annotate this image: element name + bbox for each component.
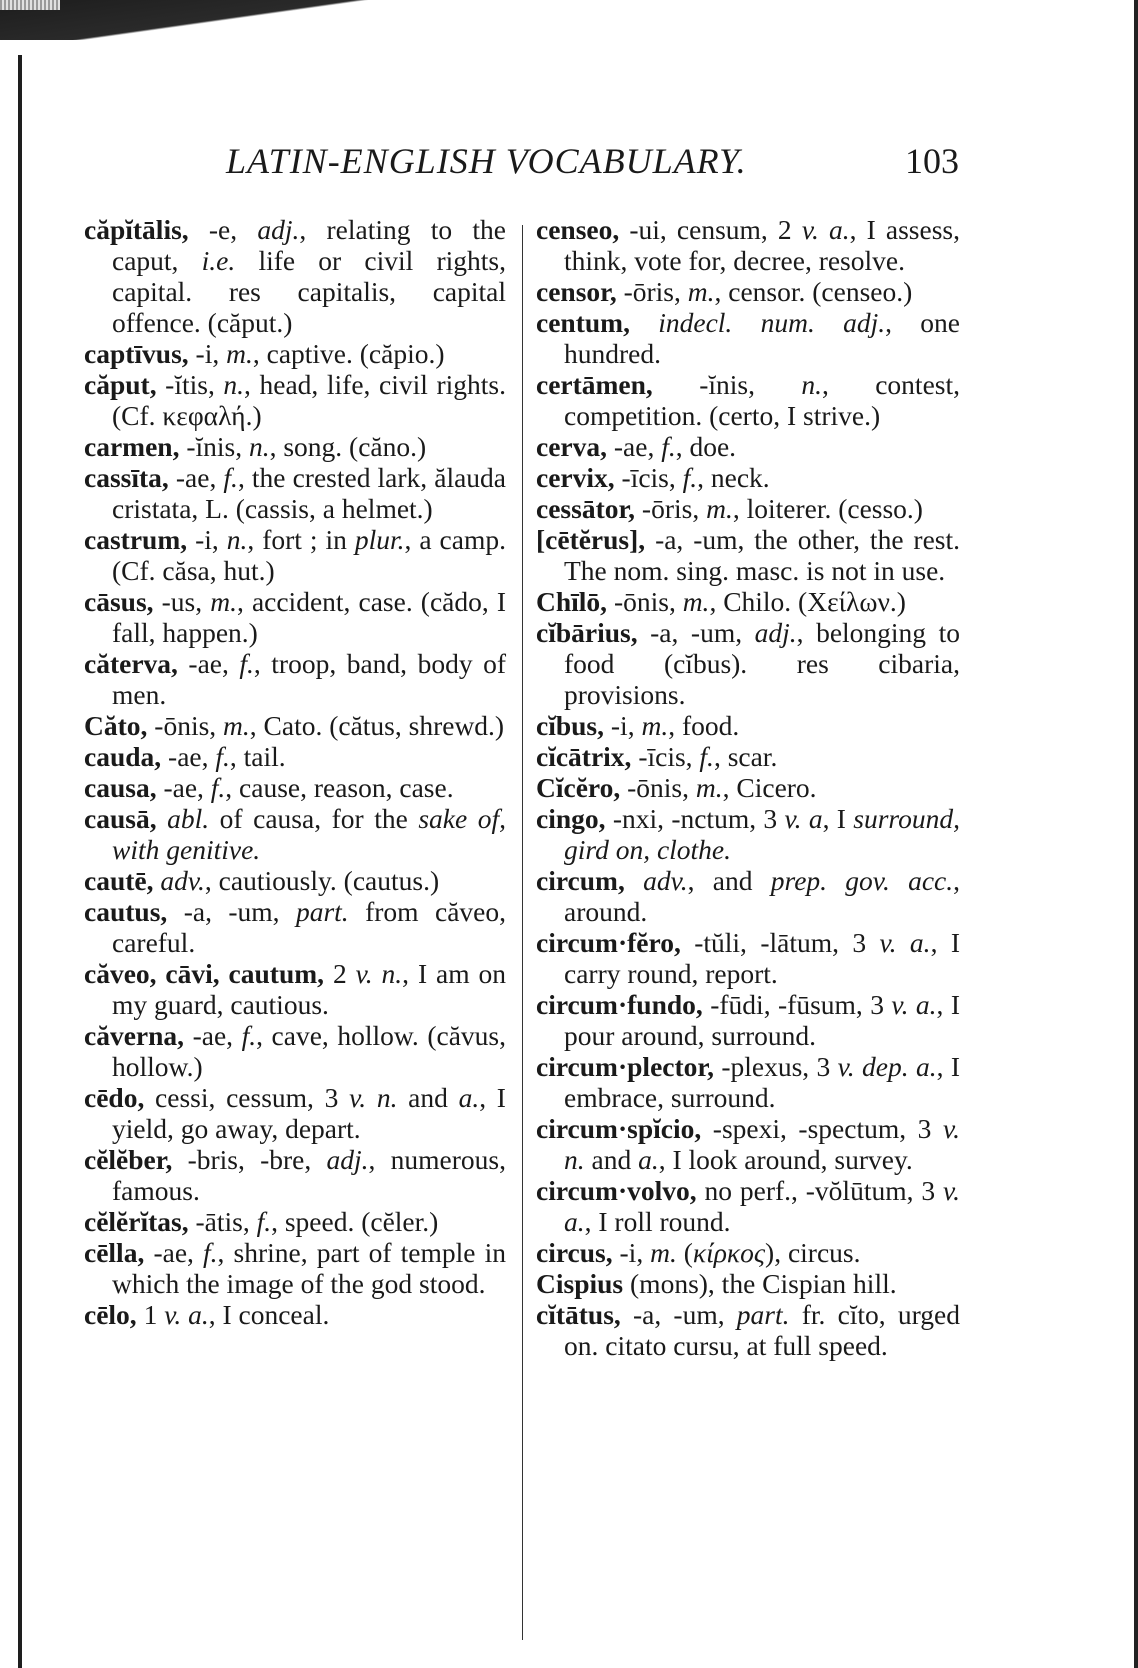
entry-abbreviation: a. bbox=[638, 1144, 659, 1175]
entry-definition-text: -ae, bbox=[607, 431, 662, 462]
entry-headword: circum·plector, bbox=[536, 1051, 714, 1082]
dictionary-entry bbox=[84, 772, 506, 803]
entry-definition-text: -ōnis, bbox=[620, 772, 696, 803]
column-rule bbox=[522, 225, 523, 1640]
dictionary-entry bbox=[84, 741, 506, 772]
entry-definition-text: , food. bbox=[668, 710, 740, 741]
dictionary-entry bbox=[84, 958, 506, 1020]
entry-definition-text: -ōris, bbox=[616, 276, 688, 307]
entry-abbreviation: indecl. num. adj. bbox=[658, 307, 886, 338]
entry-headword: Cĭcĕro, bbox=[536, 772, 621, 803]
entry-abbreviation: adv. bbox=[160, 865, 205, 896]
entry-abbreviation: v. a. bbox=[891, 989, 937, 1020]
entry-definition-text: -tŭli, -lātum, 3 bbox=[680, 927, 880, 958]
dictionary-entry bbox=[84, 586, 506, 648]
entry-headword: cautus, bbox=[84, 896, 168, 927]
entry-definition-text: , I am on my guard, cautious. bbox=[112, 958, 506, 1020]
entry-headword: certāmen, bbox=[536, 369, 653, 400]
entry-abbreviation: f. bbox=[661, 431, 676, 462]
dictionary-entry bbox=[84, 803, 506, 865]
entry-definition-text: , I bbox=[822, 803, 854, 834]
entry-abbreviation: v. a. bbox=[879, 927, 931, 958]
entry-definition-text: , numerous, famous. bbox=[112, 1144, 506, 1206]
entry-abbreviation: m. bbox=[706, 493, 733, 524]
entry-definition-text: -i, bbox=[604, 710, 642, 741]
entry-definition-text: , I pour around, surround. bbox=[564, 989, 960, 1051]
entry-headword: căput, bbox=[84, 369, 157, 400]
entry-definition-text: , doe. bbox=[675, 431, 737, 462]
entry-headword: cervix, bbox=[536, 462, 615, 493]
entry-abbreviation: m. bbox=[223, 710, 250, 741]
dictionary-entry bbox=[536, 865, 960, 927]
entry-abbreviation: abl. bbox=[167, 803, 210, 834]
entry-definition-text: , song. (căno.) bbox=[269, 431, 427, 462]
entry-definition-text: , troop, band, body of men. bbox=[112, 648, 506, 710]
dictionary-entry bbox=[84, 1237, 506, 1299]
dictionary-entry bbox=[536, 989, 960, 1051]
entry-definition-text: , a camp. (Cf. căsa, hut.) bbox=[112, 524, 506, 586]
entry-definition-text: , belonging to food (cĭbus). res cibaria, provisions. bbox=[564, 617, 960, 710]
left-column bbox=[84, 214, 506, 1330]
entry-definition-text: , I carry round, report. bbox=[564, 927, 960, 989]
entry-headword: căveo, cāvi, cautum, bbox=[84, 958, 325, 989]
entry-headword: cĭcātrix, bbox=[536, 741, 632, 772]
entry-headword: causa, bbox=[84, 772, 157, 803]
entry-definition-text: -ae, bbox=[168, 462, 224, 493]
entry-definition-text: , scar. bbox=[713, 741, 778, 772]
entry-definition-text: from căveo, careful. bbox=[112, 896, 506, 958]
entry-headword: carmen, bbox=[84, 431, 180, 462]
entry-definition-text: ( bbox=[676, 1237, 693, 1268]
dictionary-entry bbox=[536, 369, 960, 431]
entry-headword: căterva, bbox=[84, 648, 178, 679]
entry-definition-text: -īcis, bbox=[631, 741, 700, 772]
entry-definition-text: -a, -um, bbox=[620, 1299, 737, 1330]
entry-headword: centum, bbox=[536, 307, 630, 338]
entry-definition-text: -plexus, 3 bbox=[713, 1051, 838, 1082]
entry-definition-text: -bris, -bre, bbox=[172, 1144, 327, 1175]
entry-definition-text: -ĭnis, bbox=[179, 431, 249, 462]
entry-abbreviation: prep. gov. acc. bbox=[770, 865, 954, 896]
entry-abbreviation: adj. bbox=[754, 617, 797, 648]
entry-definition-text: , Chilo. (Χείλων.) bbox=[709, 586, 906, 617]
dictionary-entry bbox=[84, 865, 506, 896]
entry-definition-text: -a, -um, bbox=[637, 617, 755, 648]
dictionary-entry bbox=[536, 493, 960, 524]
entry-definition-text: , fort ; in bbox=[247, 524, 355, 555]
dictionary-entry bbox=[536, 214, 960, 276]
entry-abbreviation: f. bbox=[699, 741, 714, 772]
entry-headword: censeo, bbox=[536, 214, 620, 245]
entry-definition-text: -ōnis, bbox=[607, 586, 683, 617]
entry-abbreviation: m. bbox=[210, 586, 237, 617]
entry-headword: cĭbus, bbox=[536, 710, 605, 741]
dictionary-entry bbox=[84, 1206, 506, 1237]
entry-headword: cēdo, bbox=[84, 1082, 145, 1113]
entry-definition-text: , shrine, part of temple in which the image of the god stood. bbox=[112, 1237, 507, 1299]
entry-abbreviation: adv. bbox=[643, 865, 688, 896]
entry-headword: circum·fundo, bbox=[536, 989, 703, 1020]
entry-headword: cauda, bbox=[84, 741, 162, 772]
entry-definition-text: -ōris, bbox=[635, 493, 707, 524]
entry-definition-text: -i, bbox=[188, 338, 227, 369]
entry-definition-text: , contest, competition. (certo, I strive.) bbox=[564, 369, 960, 431]
entry-abbreviation: n. bbox=[226, 524, 248, 555]
dictionary-entry bbox=[536, 1299, 960, 1361]
entry-abbreviation: v. n. bbox=[355, 958, 403, 989]
entry-definition-text: , tail. bbox=[229, 741, 286, 772]
entry-definition-text: -ae, bbox=[161, 741, 216, 772]
scan-corner-artifact bbox=[0, 0, 60, 10]
entry-definition-text: -ae, bbox=[144, 1237, 204, 1268]
entry-abbreviation: f. bbox=[239, 648, 254, 679]
entry-headword: cingo, bbox=[536, 803, 606, 834]
entry-abbreviation: v. a. bbox=[164, 1299, 209, 1330]
dictionary-entry bbox=[536, 617, 960, 710]
entry-definition-text: , head, life, civil rights. (Cf. κεφαλή.) bbox=[112, 369, 506, 431]
entry-definition-text: life or civil rights, capital. res capitalis, capital offence. (căput.) bbox=[112, 245, 506, 338]
entry-definition-text: , relating to the caput, bbox=[112, 214, 506, 276]
entry-abbreviation: n. bbox=[248, 431, 270, 462]
entry-definition-text: -ĭtis, bbox=[156, 369, 224, 400]
entry-definition-text: -i, bbox=[187, 524, 227, 555]
entry-abbreviation: surround, gird on, clothe. bbox=[564, 803, 960, 865]
entry-abbreviation: i.e. bbox=[201, 245, 236, 276]
entry-abbreviation: part. bbox=[736, 1299, 790, 1330]
entry-abbreviation: n. bbox=[223, 369, 245, 400]
entry-abbreviation: f. bbox=[210, 772, 226, 803]
dictionary-entry bbox=[536, 276, 960, 307]
entry-definition-text: -ui, censum, 2 bbox=[619, 214, 802, 245]
entry-definition-text: , I yield, go away, depart. bbox=[112, 1082, 506, 1144]
dictionary-entry bbox=[84, 431, 506, 462]
entry-definition-text: and bbox=[397, 1082, 459, 1113]
entry-headword: circus, bbox=[536, 1237, 613, 1268]
entry-definition-text: , cause, reason, case. bbox=[225, 772, 454, 803]
entry-abbreviation: m. bbox=[226, 338, 253, 369]
entry-abbreviation: f. bbox=[203, 1237, 218, 1268]
entry-definition-text: , loiterer. (cesso.) bbox=[732, 493, 923, 524]
entry-headword: cāsus, bbox=[84, 586, 154, 617]
entry-definition-text: -e, bbox=[188, 214, 258, 245]
entry-abbreviation: v. dep. a. bbox=[837, 1051, 937, 1082]
entry-definition-text: 2 bbox=[324, 958, 356, 989]
entry-definition-text bbox=[625, 865, 643, 896]
entry-abbreviation: f. bbox=[223, 462, 238, 493]
entry-abbreviation: f. bbox=[215, 741, 230, 772]
dictionary-entry bbox=[536, 927, 960, 989]
entry-definition-text: , I assess, think, vote for, decree, resolve. bbox=[564, 214, 960, 276]
entry-definition-text: -us, bbox=[153, 586, 211, 617]
dictionary-entry bbox=[84, 896, 506, 958]
entry-headword: căverna, bbox=[84, 1020, 185, 1051]
scan-edge-right bbox=[1134, 0, 1138, 1668]
entry-abbreviation: m. bbox=[650, 1237, 677, 1268]
entry-headword: castrum, bbox=[84, 524, 188, 555]
entry-definition-text: -īcis, bbox=[614, 462, 683, 493]
entry-abbreviation: f. bbox=[241, 1020, 257, 1051]
entry-headword: cēlo, bbox=[84, 1299, 137, 1330]
entry-headword: cassīta, bbox=[84, 462, 169, 493]
dictionary-entry bbox=[536, 524, 960, 586]
entry-headword: Cispius bbox=[536, 1268, 624, 1299]
dictionary-entry bbox=[536, 1113, 960, 1175]
entry-definition-text: 1 bbox=[136, 1299, 165, 1330]
entry-definition-text: , Cato. (cătus, shrewd.) bbox=[249, 710, 505, 741]
dictionary-entry bbox=[84, 1020, 506, 1082]
entry-definition-text: , I look around, survey. bbox=[658, 1144, 913, 1175]
entry-abbreviation: κίρκος bbox=[692, 1237, 766, 1268]
dictionary-entry bbox=[84, 214, 506, 338]
dictionary-entry bbox=[84, 369, 506, 431]
page-number: 103 bbox=[905, 141, 959, 181]
entry-definition-text: cessi, cessum, 3 bbox=[144, 1082, 350, 1113]
dictionary-entry bbox=[536, 1268, 960, 1299]
entry-definition-text: -a, -um, the other, the rest. The nom. sing. masc. is not in use. bbox=[564, 524, 960, 586]
entry-abbreviation: m. bbox=[687, 276, 715, 307]
entry-definition-text: -i, bbox=[612, 1237, 651, 1268]
dictionary-entry bbox=[84, 1299, 506, 1330]
dictionary-entry bbox=[536, 710, 960, 741]
entry-definition-text: , speed. (cĕler.) bbox=[271, 1206, 439, 1237]
entry-definition-text: , neck. bbox=[697, 462, 770, 493]
dictionary-entry bbox=[536, 803, 960, 865]
dictionary-entry bbox=[84, 648, 506, 710]
entry-headword: Chīlō, bbox=[536, 586, 608, 617]
entry-definition-text: -ae, bbox=[184, 1020, 242, 1051]
entry-definition-text: , Cicero. bbox=[722, 772, 817, 803]
entry-headword: circum·volvo, bbox=[536, 1175, 697, 1206]
entry-definition-text: -ae, bbox=[156, 772, 211, 803]
entry-definition-text: , I embrace, surround. bbox=[564, 1051, 960, 1113]
entry-abbreviation: plur. bbox=[354, 524, 405, 555]
entry-headword: [cētĕrus], bbox=[536, 524, 646, 555]
entry-abbreviation: v. a. bbox=[564, 1175, 960, 1237]
entry-abbreviation: m. bbox=[695, 772, 723, 803]
entry-definition-text: -ĭnis, bbox=[652, 369, 802, 400]
entry-definition-text: -spexi, -spectum, 3 bbox=[701, 1113, 943, 1144]
entry-headword: cĭtātus, bbox=[536, 1299, 621, 1330]
entry-definition-text: -ātis, bbox=[188, 1206, 257, 1237]
entry-headword: circum·fĕro, bbox=[536, 927, 681, 958]
entry-definition-text: -ōnis, bbox=[147, 710, 224, 741]
dictionary-entry bbox=[84, 1144, 506, 1206]
entry-definition-text: , around. bbox=[564, 865, 960, 927]
entry-headword: captīvus, bbox=[84, 338, 189, 369]
dictionary-entry bbox=[536, 586, 960, 617]
running-head: LATIN-ENGLISH VOCABULARY. bbox=[226, 141, 747, 181]
entry-definition-text: (mons), the Cispian hill. bbox=[623, 1268, 897, 1299]
right-column bbox=[536, 214, 960, 1361]
dictionary-entry bbox=[536, 431, 960, 462]
entry-definition-text bbox=[630, 307, 658, 338]
entry-definition-text: fr. cĭto, urged on. citato cursu, at full speed. bbox=[564, 1299, 960, 1361]
entry-abbreviation: adj. bbox=[326, 1144, 369, 1175]
entry-abbreviation: v. a. bbox=[801, 214, 850, 245]
scan-edge-top bbox=[0, 0, 1138, 40]
entry-abbreviation: part. bbox=[295, 896, 349, 927]
entry-abbreviation: v. n. bbox=[564, 1113, 960, 1175]
dictionary-entry bbox=[536, 307, 960, 369]
entry-headword: Căto, bbox=[84, 710, 148, 741]
entry-definition-text: -fūdi, -fūsum, 3 bbox=[702, 989, 892, 1020]
dictionary-entry bbox=[84, 338, 506, 369]
entry-definition-text: -ae, bbox=[177, 648, 240, 679]
entry-definition-text: , the crested lark, ălauda cristata, L. (cassis, a helmet.) bbox=[112, 462, 506, 524]
entry-headword: cĭbārius, bbox=[536, 617, 638, 648]
dictionary-entry bbox=[536, 1051, 960, 1113]
entry-headword: causā, bbox=[84, 803, 157, 834]
dictionary-entry bbox=[536, 772, 960, 803]
entry-definition-text: no perf., -vŏlūtum, 3 bbox=[696, 1175, 943, 1206]
dictionary-entry bbox=[84, 1082, 506, 1144]
entry-definition-text bbox=[157, 803, 168, 834]
entry-abbreviation: v. a bbox=[784, 803, 823, 834]
entry-definition-text: -a, -um, bbox=[167, 896, 296, 927]
entry-definition-text: , one hundred. bbox=[564, 307, 960, 369]
entry-definition-text: -nxi, -nctum, 3 bbox=[605, 803, 785, 834]
entry-definition-text: , censor. (censeo.) bbox=[714, 276, 913, 307]
entry-headword: circum, bbox=[536, 865, 625, 896]
entry-headword: censor, bbox=[536, 276, 617, 307]
entry-definition-text: , I roll round. bbox=[584, 1206, 731, 1237]
dictionary-entry bbox=[84, 462, 506, 524]
dictionary-entry bbox=[536, 462, 960, 493]
entry-definition-text: , and bbox=[687, 865, 771, 896]
entry-headword: cerva, bbox=[536, 431, 607, 462]
entry-headword: cessātor, bbox=[536, 493, 636, 524]
entry-abbreviation: m. bbox=[641, 710, 669, 741]
dictionary-entry bbox=[536, 1237, 960, 1268]
entry-abbreviation: sake of, with genitive. bbox=[112, 803, 507, 865]
entry-abbreviation: m. bbox=[682, 586, 710, 617]
entry-definition-text: , I conceal. bbox=[208, 1299, 330, 1330]
entry-definition-text: , cautiously. (cautus.) bbox=[204, 865, 440, 896]
entry-definition-text: of causa, for the bbox=[209, 803, 419, 834]
entry-headword: cĕlĕrĭtas, bbox=[84, 1206, 189, 1237]
entry-abbreviation: f. bbox=[256, 1206, 272, 1237]
entry-abbreviation: v. n. bbox=[349, 1082, 398, 1113]
dictionary-entry bbox=[536, 1175, 960, 1237]
entry-headword: cēlla, bbox=[84, 1237, 145, 1268]
entry-abbreviation: f. bbox=[682, 462, 698, 493]
entry-abbreviation: adj. bbox=[257, 214, 300, 245]
entry-definition-text: , accident, case. (cădo, I fall, happen.) bbox=[112, 586, 506, 648]
scan-edge-left bbox=[18, 55, 22, 1668]
entry-headword: cautē, bbox=[84, 865, 154, 896]
entry-definition-text: and bbox=[584, 1144, 639, 1175]
entry-headword: cĕlĕber, bbox=[84, 1144, 173, 1175]
entry-headword: circum·spĭcio, bbox=[536, 1113, 702, 1144]
entry-definition-text: , captive. (căpio.) bbox=[252, 338, 445, 369]
entry-abbreviation: a. bbox=[458, 1082, 480, 1113]
entry-definition-text: ), circus. bbox=[765, 1237, 861, 1268]
dictionary-entry bbox=[536, 741, 960, 772]
entry-headword: căpĭtālis, bbox=[84, 214, 189, 245]
entry-abbreviation: n. bbox=[801, 369, 822, 400]
dictionary-entry bbox=[84, 710, 506, 741]
dictionary-entry bbox=[84, 524, 506, 586]
entry-definition-text: , cave, hollow. (căvus, hollow.) bbox=[112, 1020, 506, 1082]
